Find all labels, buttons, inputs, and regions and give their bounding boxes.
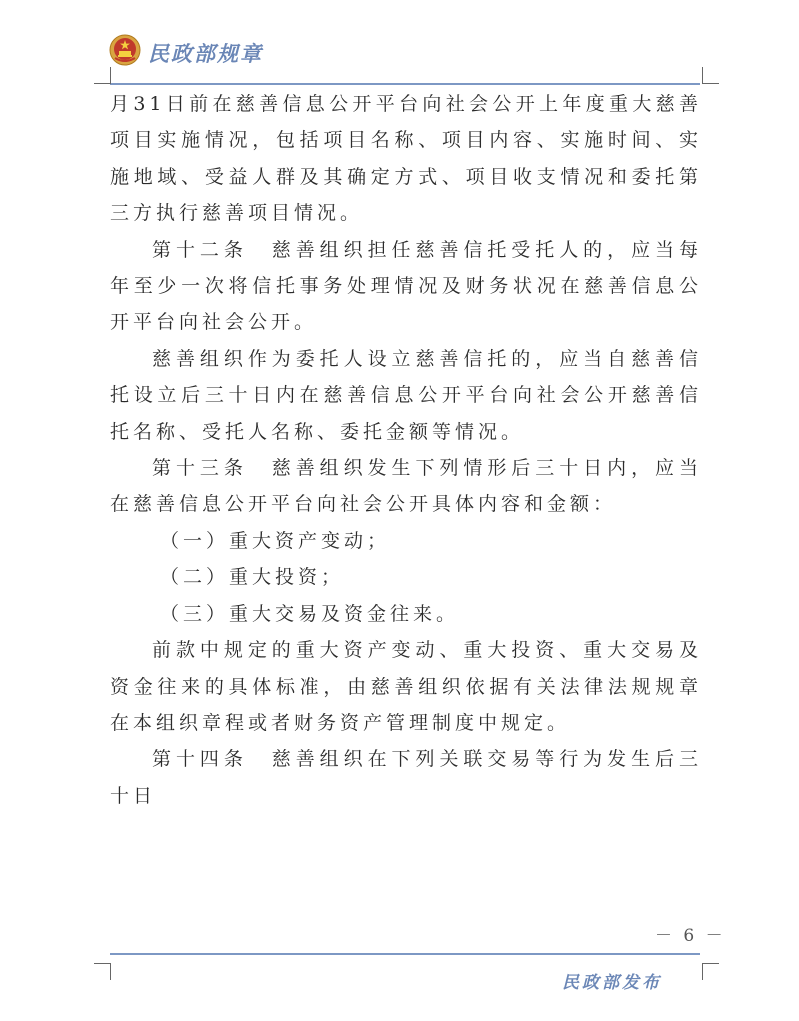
list-item: （二）重大投资； [160, 566, 345, 589]
header-divider [110, 83, 700, 85]
paragraph-article-14: 第十四条 慈善组织在下列关联交易等行为发生后三十日 [110, 748, 702, 807]
paragraph: 月31日前在慈善信息公开平台向社会公开上年度重大慈善项目实施情况，包括项目名称、项目内容、实施时间、实施地域、受益人群及其确定方式、项目收支情况和委托第三方执行慈善项目情况。 [110, 93, 702, 225]
footer-divider [110, 953, 700, 955]
list-item: （一）重大资产变动； [160, 529, 391, 552]
paragraph-article-13: 第十三条 慈善组织发生下列情形后三十日内，应当在慈善信息公开平台向社会公开具体内容和金额： [110, 457, 702, 516]
national-emblem-icon [109, 34, 141, 66]
crop-mark-top-left [94, 67, 111, 84]
crop-mark-bottom-left [94, 963, 111, 980]
footer-publisher: 民政部发布 [562, 973, 662, 993]
list-item: （三）重大交易及资金往来。 [160, 602, 460, 625]
document-body [110, 86, 702, 814]
paragraph: 前款中规定的重大资产变动、重大投资、重大交易及资金往来的具体标准，由慈善组织依据有关法律法规规章在本组织章程或者财务资产管理制度中规定。 [110, 639, 702, 734]
page-number: － 6 － [655, 926, 726, 946]
paragraph-article-12: 第十二条 慈善组织担任慈善信托受托人的，应当每年至少一次将信托事务处理情况及财务状况在慈善信息公开平台向社会公开。 [110, 238, 702, 334]
header-title: 民政部规章 [148, 42, 263, 66]
crop-mark-bottom-right [702, 963, 719, 980]
document-header [100, 30, 700, 80]
crop-mark-top-right [702, 67, 719, 84]
paragraph: 慈善组织作为委托人设立慈善信托的，应当自慈善信托设立后三十日内在慈善信息公开平台向社会公开慈善信托名称、受托人名称、委托金额等情况。 [110, 347, 702, 443]
